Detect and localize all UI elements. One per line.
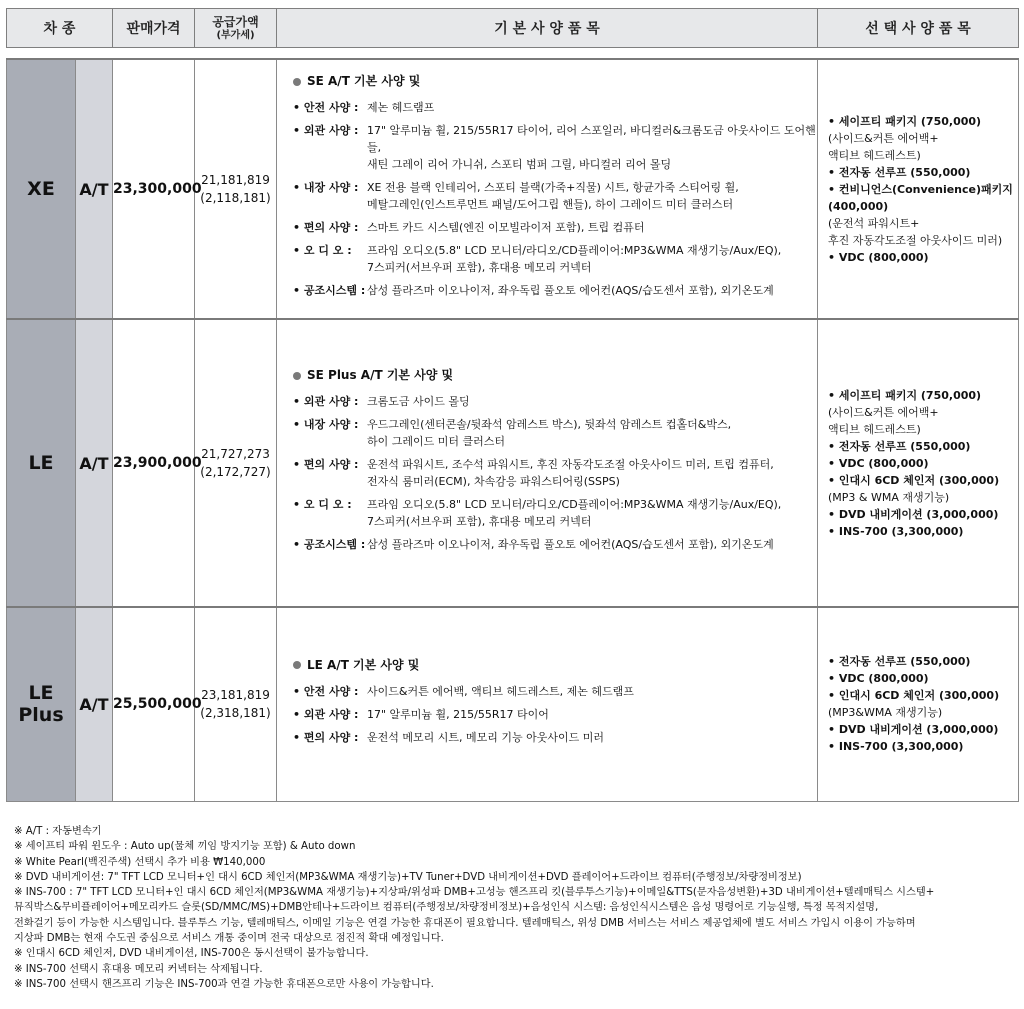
footnote: ※ INS-700 선택시 핸즈프리 기능은 INS-700과 연결 가능한 휴대폰으로만 사용이 가능합니다. [14,978,434,990]
footnote: ※ White Pearl(백진주색) 선택시 추가 비용 ₩140,000 [14,856,266,868]
supply-price [195,59,277,319]
model-name: LE [7,319,76,607]
options-cell [818,59,1019,319]
option-item: • VDC (800,000) [828,672,929,686]
spec-label: • 외관 사양 : [293,124,359,137]
header-row [6,8,1019,48]
bullet-dot-icon [293,661,301,669]
option-item: • DVD 내비게이션 (3,000,000) [828,723,999,737]
section-title-text: SE A/T 기본 사양 및 [307,74,421,88]
supply-value: 23,181,819 [201,688,270,703]
option-detail: (운전석 파워시트+ 후진 자동각도조절 아웃사이드 미러) [828,216,1003,247]
header-supply [195,9,277,48]
transmission: A/T [76,607,113,801]
option-item: • 전자동 선루프 (550,000) [828,165,971,179]
option-item: • 세이프티 패키지 (750,000) [828,388,982,402]
spec-label: • 공조시스템 : [293,538,366,551]
spec-item [293,416,817,450]
supply-price [195,607,277,801]
section-title [293,73,817,90]
spec-label: • 내장 사양 : [293,418,359,431]
option-item: • 인대시 6CD 체인저 (300,000) [828,689,1000,703]
spec-item [293,683,817,700]
header-supply-sub: (부가세) [216,30,255,41]
header-options: 선 택 사 양 품 목 [818,9,1019,48]
vat-value: (2,318,181) [200,706,271,721]
sale-price: 23,300,000 [113,59,195,319]
vat-value: (2,172,727) [200,465,271,479]
sale-price: 23,900,000 [113,319,195,607]
option-item: • 컨비니언스(Convenience)패키지 (400,000) [828,182,1013,213]
option-detail: (MP3&WMA 재생기능) [828,706,943,720]
model-name: LE Plus [7,607,76,801]
footnote: ※ INS-700 선택시 휴대용 메모리 커넥터는 삭제됩니다. [14,963,263,975]
bullet-dot-icon [293,78,301,86]
spec-item [293,393,817,410]
spec-text: 17" 알루미늄 휠, 215/55R17 타이어 [367,707,549,721]
spec-item [293,282,817,299]
basic-spec-cell [277,319,818,607]
option-detail: (사이드&커튼 에어백+ 액티브 헤드레스트) [828,131,939,162]
vat-value: (2,118,181) [200,191,271,205]
spec-text: 사이드&커튼 에어백, 액티브 헤드레스트, 제논 헤드램프 [367,684,634,698]
option-item: • VDC (800,000) [828,456,929,470]
trim-row [7,607,1019,801]
option-item: • INS-700 (3,300,000) [828,740,964,754]
spec-label: • 편의 사양 : [293,730,359,744]
header-model: 차 종 [7,9,113,48]
option-detail: (사이드&커튼 에어백+ 액티브 헤드레스트) [828,405,939,436]
spec-text: 17" 알루미늄 휠, 215/55R17 타이어, 리어 스포일러, 바디컬러&크롬도금 아웃사이드 도어핸들, 새틴 그레이 리어 가니쉬, 스포티 범퍼 그릴, 바디컬러 리어 몰딩 [367,124,816,171]
spec-label: • 오 디 오 : [293,244,352,257]
option-item: • 세이프티 패키지 (750,000) [828,114,982,128]
spec-item [293,536,817,553]
footnote: ※ DVD 내비게이션: 7" TFT LCD 모니터+인 대시 6CD 체인저(MP3&WMA 재생기능)+TV Tuner+DVD 내비게이션+DVD 플레이어+드라이브 컴퓨터(주행정보/차량정비정보) [14,871,802,883]
spec-text: 프라임 오디오(5.8" LCD 모니터/라디오/CD플레이어:MP3&WMA 재생기능/Aux/EQ), 7스피커(서브우퍼 포함), 휴대용 메모리 커넥터 [367,244,782,274]
option-item: • 인대시 6CD 체인저 (300,000) [828,473,1000,487]
supply-value: 21,181,819 [201,173,270,187]
spec-item [293,496,817,530]
footnotes [14,824,1014,992]
spec-item [293,242,817,276]
spec-label: • 안전 사양 : [293,684,359,698]
option-item: • 전자동 선루프 (550,000) [828,655,971,669]
supply-value: 21,727,273 [201,447,270,461]
spec-text: 크롬도금 사이드 몰딩 [367,395,470,408]
spec-item [293,122,817,173]
trim-row [7,59,1019,319]
transmission: A/T [76,319,113,607]
spec-item [293,729,817,746]
trim-row [7,319,1019,607]
sale-price: 25,500,000 [113,607,195,801]
spec-label: • 편의 사양 : [293,221,359,234]
model-name: XE [7,59,76,319]
spec-text: 프라임 오디오(5.8" LCD 모니터/라디오/CD플레이어:MP3&WMA 재생기능/Aux/EQ), 7스피커(서브우퍼 포함), 휴대용 메모리 커넥터 [367,498,782,528]
section-title [293,367,817,384]
header-supply-label: 공급가액 [212,15,259,29]
spec-label: • 공조시스템 : [293,284,366,297]
spec-item [293,456,817,490]
spec-text: 제논 헤드램프 [367,101,435,114]
option-item: • DVD 내비게이션 (3,000,000) [828,507,999,521]
spec-label: • 외관 사양 : [293,707,359,721]
header-basic-spec: 기 본 사 양 품 목 [277,9,818,48]
bullet-dot-icon [293,372,301,380]
footnote: ※ INS-700 : 7" TFT LCD 모니터+인 대시 6CD 체인저(MP3&WMA 재생기능)+지상파/위성파 DMB+고성능 핸즈프리 킷(블루투스기능)+이메일&TTS(문자음성변환)+3D 내비게이션+텔레매틱스 시스템+ 뮤직박스&무비플레이어+메모리카드 슬롯(SD/MMC/MS)+DMB안테나+드라이브 컴퓨터(주행정보/차량정비정보)+음성인식 시스템: 음성인식시스템은 음성 명령어로 기능실행, 특정 목적지설명, 전화걸기 등이 가능한 시스템입니다. 블루투스 기능, 텔레매틱스, 이메일 기능은 연결 가능한 휴대폰이 필요합니다. 텔레매틱스, 위성 DMB 서비스는 서비스 제공업체에 별도 서비스 가입시 이용이 가능하며 지상파 DMB는 현재 수도권 중심으로 서비스 개통 중이며 전국 대상으로 점진적 확대 예정입니다. [14,887,935,945]
spec-text: 삼성 플라즈마 이오나이저, 좌우독립 풀오토 에어컨(AQS/습도센서 포함), 외기온도계 [367,538,774,551]
basic-spec-cell [277,607,818,801]
trim-table [6,58,1019,802]
option-detail: (MP3 & WMA 재생기능) [828,490,950,504]
footnote: ※ 인대시 6CD 체인저, DVD 내비게이션, INS-700은 동시선택이 불가능합니다. [14,948,369,960]
option-item: • 전자동 선루프 (550,000) [828,439,971,453]
option-item: • VDC (800,000) [828,250,929,264]
spec-label: • 안전 사양 : [293,101,359,114]
spec-text: 운전석 메모리 시트, 메모리 기능 아웃사이드 미러 [367,730,604,744]
basic-spec-cell [277,59,818,319]
spec-text: 스마트 카드 시스템(엔진 이모빌라이저 포함), 트립 컴퓨터 [367,221,645,234]
spec-label: • 편의 사양 : [293,458,359,471]
section-title-text: SE Plus A/T 기본 사양 및 [307,368,454,382]
spec-label: • 오 디 오 : [293,498,352,511]
spec-item [293,706,817,723]
section-title [293,657,817,674]
header-price: 판매가격 [113,9,195,48]
options-cell [818,607,1019,801]
spec-text: XE 전용 블랙 인테리어, 스포티 블랙(가죽+직물) 시트, 항균가죽 스티어링 휠, 메탈그레인(인스트루먼트 패널/도어그립 핸들), 하이 그레이드 미터 클러스터 [367,181,739,211]
option-item: • INS-700 (3,300,000) [828,524,964,538]
supply-price [195,319,277,607]
spec-label: • 내장 사양 : [293,181,359,194]
footnote: ※ 세이프티 파워 윈도우 : Auto up(물체 끼임 방지기능 포함) & Auto down [14,841,356,853]
spec-item [293,219,817,236]
footnote: ※ A/T : 자동변속기 [14,826,102,837]
spec-item [293,99,817,116]
transmission: A/T [76,59,113,319]
spec-label: • 외관 사양 : [293,395,359,408]
section-title-text: LE A/T 기본 사양 및 [307,657,420,672]
spec-text: 우드그레인(센터콘솔/뒷좌석 암레스트 박스), 뒷좌석 암레스트 컵홀더&박스, 하이 그레이드 미터 클러스터 [367,418,732,448]
spec-item [293,179,817,213]
spec-text: 운전석 파워시트, 조수석 파워시트, 후진 자동각도조절 아웃사이드 미러, 트립 컴퓨터, 전자식 룸미러(ECM), 차속감응 파워스티어링(SSPS) [367,458,774,488]
options-cell [818,319,1019,607]
spec-text: 삼성 플라즈마 이오나이저, 좌우독립 풀오토 에어컨(AQS/습도센서 포함), 외기온도계 [367,284,774,297]
